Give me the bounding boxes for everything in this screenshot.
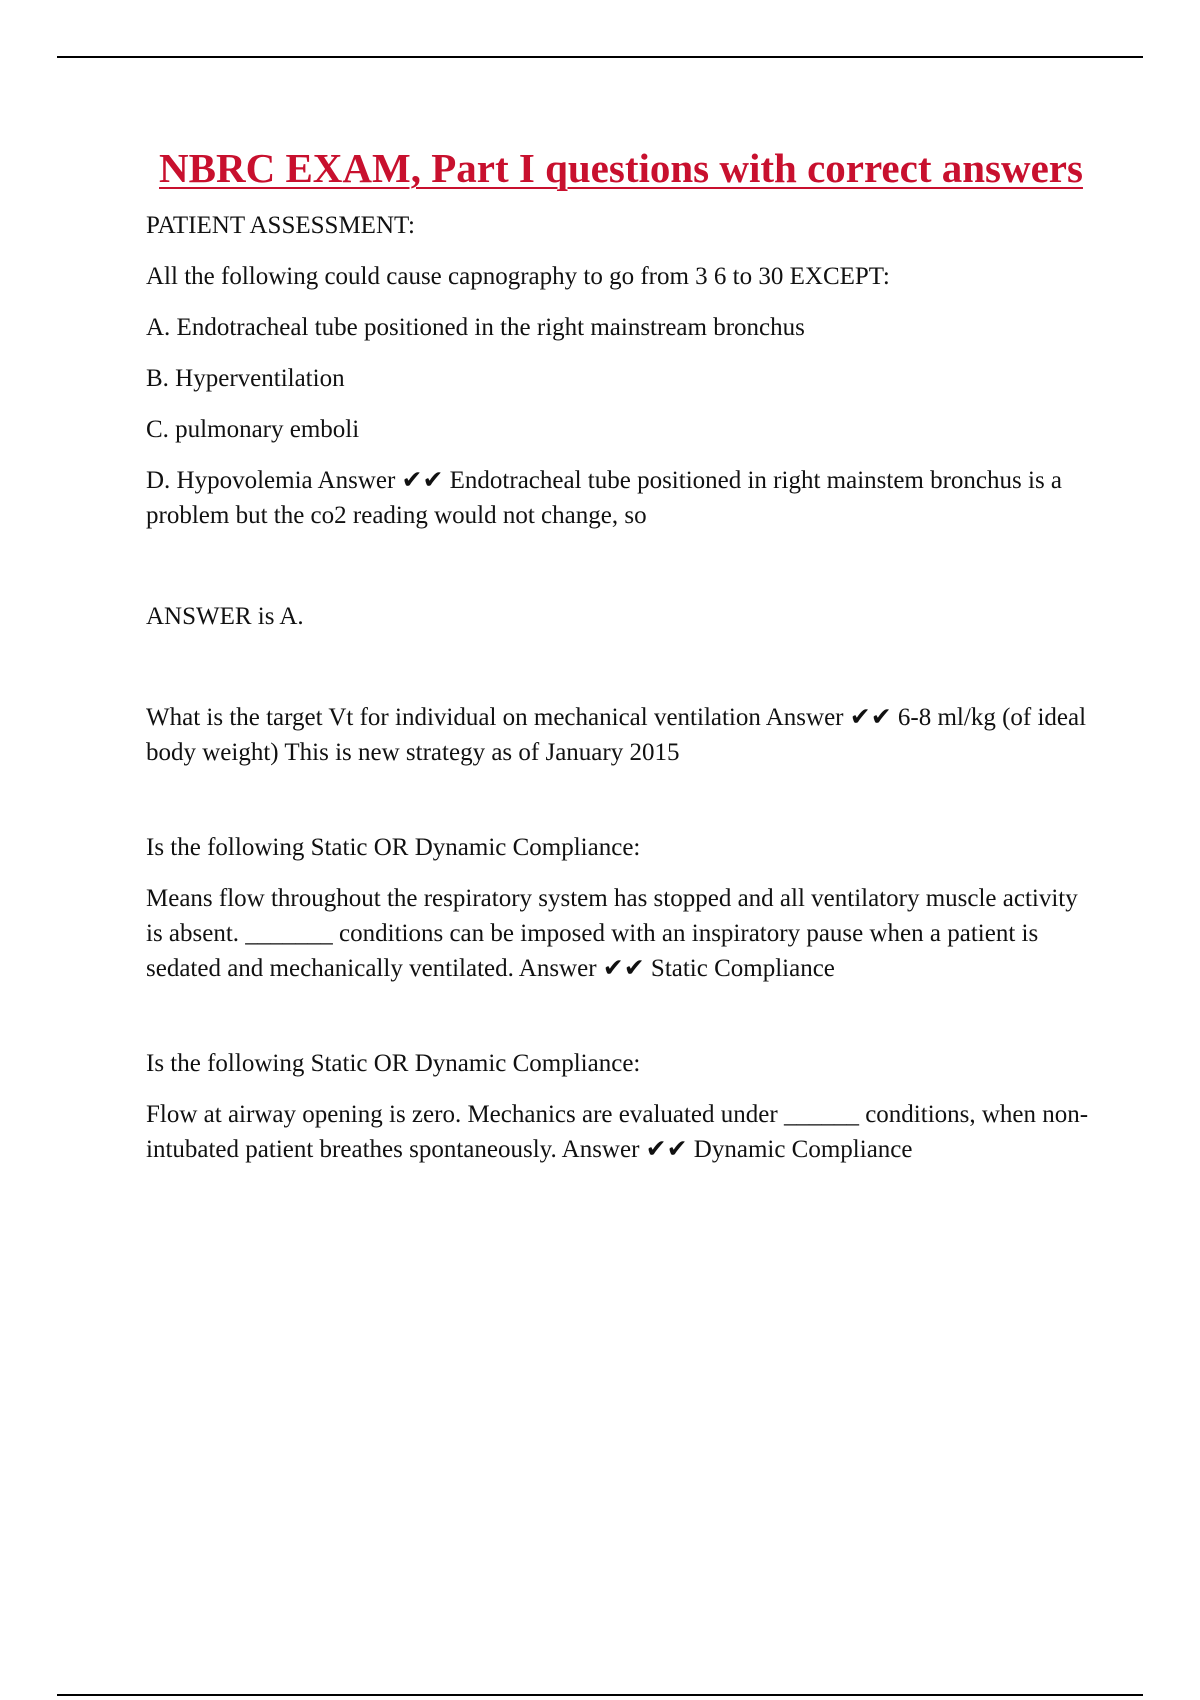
q3-prompt: Is the following Static OR Dynamic Compliance: bbox=[146, 834, 641, 861]
q1-option-b: B. Hyperventilation bbox=[146, 365, 345, 392]
spacer bbox=[146, 549, 1096, 599]
q1-question: All the following could cause capnography to go from 3 6 to 30 EXCEPT: bbox=[146, 263, 890, 290]
footer-rule bbox=[57, 1694, 1143, 1696]
q1-option-a: A. Endotracheal tube positioned in the right mainstream bronchus bbox=[146, 314, 805, 341]
spacer bbox=[146, 650, 1096, 700]
q4-prompt: Is the following Static OR Dynamic Compliance: bbox=[146, 1050, 641, 1077]
section-heading: PATIENT ASSESSMENT: bbox=[146, 212, 415, 239]
document-body bbox=[146, 140, 1096, 1183]
q1-final-answer: ANSWER is A. bbox=[146, 603, 304, 630]
document-title: NBRC EXAM, Part I questions with correct answers bbox=[159, 145, 1083, 191]
spacer bbox=[146, 786, 1096, 830]
q2-text: What is the target Vt for individual on mechanical ventilation Answer ✔✔ 6-8 ml/kg (of ideal body weight) This is new strategy as of January 2015 bbox=[146, 704, 1087, 766]
q4-text: Flow at airway opening is zero. Mechanics are evaluated under ______ conditions, when non-intubated patient breathes spontaneously. Answer ✔✔ Dynamic Compliance bbox=[146, 1101, 1089, 1163]
q1-option-d-answer: D. Hypovolemia Answer ✔✔ Endotracheal tube positioned in right mainstem bronchus is a problem but the co2 reading would not change, so bbox=[146, 467, 1063, 529]
spacer bbox=[146, 1002, 1096, 1046]
header-rule bbox=[57, 56, 1143, 58]
q3-text: Means flow throughout the respiratory system has stopped and all ventilatory muscle activity is absent. _______ conditions can be imposed with an inspiratory pause when a patient is sedated and mechanically ventilated. Answer ✔✔ Static Compliance bbox=[146, 885, 1078, 982]
q1-option-c: C. pulmonary emboli bbox=[146, 416, 360, 443]
